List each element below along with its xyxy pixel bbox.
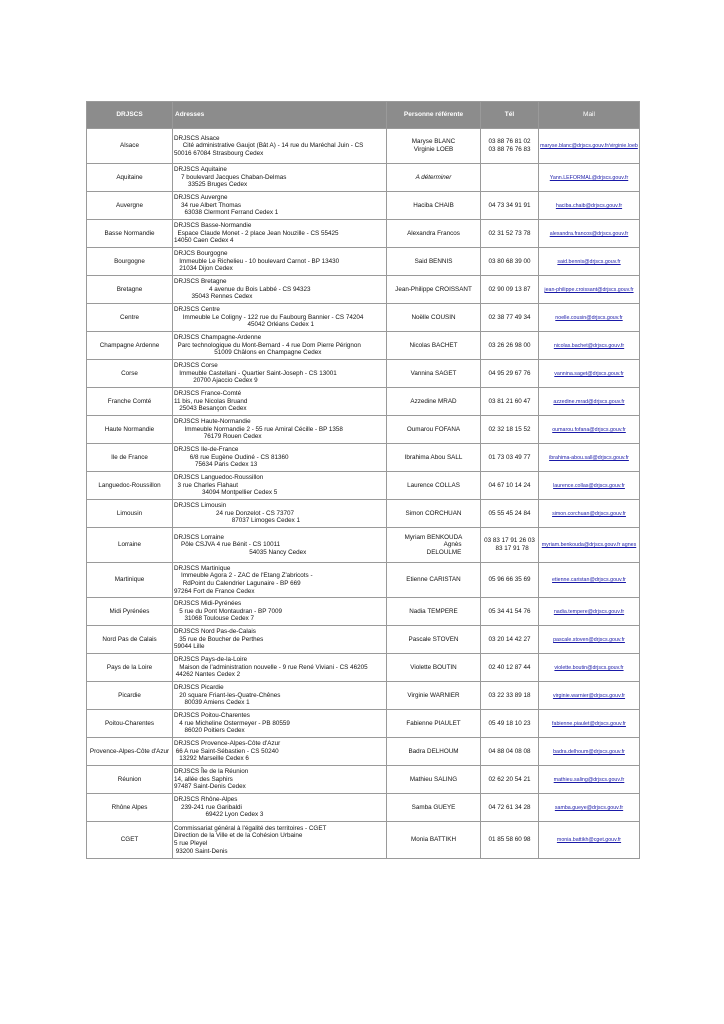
- address-cell: DRJSCS Midi-Pyrénées 5 rue du Pont Montaudran - BP 7009 31068 Toulouse Cedex 7: [173, 598, 387, 626]
- mail-link[interactable]: vannina.saget@drjscs.gouv.fr: [554, 370, 624, 377]
- mail-link[interactable]: mathieu.saling@drjscs.gouv.fr: [553, 776, 625, 783]
- person-cell: Nadia TEMPERE: [387, 598, 481, 626]
- address-cell: DRJSCS Limousin 24 rue Donzelot - CS 73707 87037 Limoges Cedex 1: [173, 500, 387, 528]
- table-row: [87, 500, 640, 528]
- tel-cell: [481, 164, 539, 192]
- mail-cell: [539, 654, 640, 682]
- region-cell: Limousin: [87, 500, 173, 528]
- mail-link[interactable]: ibrahima-abou.sall@drjscs.gouv.fr: [549, 454, 629, 461]
- address-cell: DRJSCS Auvergne 34 rue Albert Thomas 63038 Clermont Ferrand Cedex 1: [173, 192, 387, 220]
- mail-link[interactable]: nadia.tempere@drjscs.gouv.fr: [553, 608, 625, 615]
- person-cell: Myriam BENKOUDA Agnès DELOULME: [387, 528, 481, 563]
- person-cell: Pascale STOVEN: [387, 626, 481, 654]
- mail-cell: [539, 332, 640, 360]
- table-body: [87, 129, 640, 859]
- table-row: [87, 710, 640, 738]
- address-cell: DRJSCS France-Comté 11 bis, rue Nicolas Bruand 25043 Besançon Cedex: [173, 388, 387, 416]
- tel-cell: 05 49 18 10 23: [481, 710, 539, 738]
- address-cell: DRJSCS Poitou-Charentes 4 rue Micheline Ostermeyer - PB 80559 86020 Poitiers Cedex: [173, 710, 387, 738]
- mail-cell: [539, 766, 640, 794]
- address-cell: DRJSCS Martinique Immeuble Agora 2 - ZAC de l'Etang Z'abricots - RdPoint du Calendrier Lagunaire - BP 669 97264 Fort de France Cedex: [173, 563, 387, 598]
- mail-link[interactable]: etienne.caristan@drjscs.gouv.fr: [552, 577, 626, 584]
- person-cell: Vannina SAGET: [387, 360, 481, 388]
- mail-cell: [539, 710, 640, 738]
- person-cell: Oumarou FOFANA: [387, 416, 481, 444]
- mail-link[interactable]: noelle.cousin@drjscs.gouv.fr: [555, 314, 623, 321]
- person-cell: A déterminer: [387, 164, 481, 192]
- mail-cell: [539, 164, 640, 192]
- tel-cell: 03 88 76 81 02 03 88 76 76 83: [481, 129, 539, 164]
- address-cell: DRJSCS Alsace Cité administrative Gaujot (Bât A) - 14 rue du Maréchal Juin - CS 50016 67084 Strasbourg Cedex: [173, 129, 387, 164]
- header-person: Personne référente: [387, 102, 481, 129]
- person-cell: Violette BOUTIN: [387, 654, 481, 682]
- mail-link[interactable]: badra.delhoum@drjscs.gouv.fr: [553, 748, 625, 755]
- mail-cell: [539, 192, 640, 220]
- region-cell: Lorraine: [87, 528, 173, 563]
- table-row: [87, 220, 640, 248]
- mail-link[interactable]: violette.boutin@drjscs.gouv.fr: [554, 664, 624, 671]
- address-cell: DRJSCS Bretagne 4 avenue du Bois Labbé - CS 94323 35043 Rennes Cedex: [173, 276, 387, 304]
- tel-cell: 05 55 45 24 84: [481, 500, 539, 528]
- region-cell: Poitou-Charentes: [87, 710, 173, 738]
- table-row: [87, 822, 640, 859]
- tel-cell: 03 81 21 60 47: [481, 388, 539, 416]
- region-cell: Franche Comté: [87, 388, 173, 416]
- person-cell: Etienne CARISTAN: [387, 563, 481, 598]
- address-cell: DRJSCS Lorraine Pôle CSJVA 4 rue Bénit - CS 10011 54035 Nancy Cedex: [173, 528, 387, 563]
- mail-link[interactable]: said.bennis@drjscs.gouv.fr: [557, 258, 621, 265]
- tel-cell: 02 31 52 73 78: [481, 220, 539, 248]
- table-row: [87, 598, 640, 626]
- tel-cell: 02 40 12 87 44: [481, 654, 539, 682]
- mail-cell: [539, 738, 640, 766]
- region-cell: Aquitaine: [87, 164, 173, 192]
- mail-link[interactable]: alexandra.francos@drjscs.gouv.fr: [549, 230, 629, 237]
- tel-cell: 02 90 09 13 87: [481, 276, 539, 304]
- table-row: [87, 472, 640, 500]
- mail-cell: [539, 388, 640, 416]
- tel-cell: 02 32 18 15 52: [481, 416, 539, 444]
- region-cell: Réunion: [87, 766, 173, 794]
- mail-link[interactable]: laurence.collas@drjscs.gouv.fr: [553, 482, 625, 489]
- mail-cell: [539, 682, 640, 710]
- tel-cell: 03 22 33 89 18: [481, 682, 539, 710]
- table-row: [87, 388, 640, 416]
- person-cell: Azzedine MRAD: [387, 388, 481, 416]
- person-cell: Ibrahima Abou SALL: [387, 444, 481, 472]
- mail-link[interactable]: simon.corchuan@drjscs.gouv.fr: [552, 510, 626, 517]
- mail-cell: [539, 563, 640, 598]
- mail-link[interactable]: Yann.LEFORMAL@drjscs.gouv.fr: [549, 174, 629, 181]
- person-cell: Fabienne PIAULET: [387, 710, 481, 738]
- tel-cell: 03 26 26 98 00: [481, 332, 539, 360]
- mail-cell: [539, 822, 640, 859]
- mail-link[interactable]: jean-philippe.croissant@drjscs.gouv.fr: [544, 286, 634, 293]
- tel-cell: 02 62 20 54 21: [481, 766, 539, 794]
- person-cell: Jean-Philippe CROISSANT: [387, 276, 481, 304]
- header-address: Adresses: [173, 102, 387, 129]
- address-cell: Commissariat général à l'égalité des territoires - CGET Direction de la Ville et de la Cohésion Urbaine 5 rue Pleyel 93200 Saint-Denis: [173, 822, 387, 859]
- mail-link[interactable]: fabienne.piaulet@drjscs.gouv.fr: [552, 720, 626, 727]
- address-cell: DRJSCS Provence-Alpes-Côte d'Azur 66 A rue Saint-Sébastien - CS 50240 13292 Marseille Cedex 6: [173, 738, 387, 766]
- mail-link[interactable]: samba.gueye@drjscs.gouv.fr: [554, 804, 624, 811]
- tel-cell: 04 73 34 91 91: [481, 192, 539, 220]
- region-cell: Picardie: [87, 682, 173, 710]
- region-cell: Provence-Alpes-Côte d'Azur: [87, 738, 173, 766]
- table-row: [87, 129, 640, 164]
- table-row: [87, 360, 640, 388]
- address-cell: DRJSCS Rhône-Alpes 239-241 rue Garibaldi 69422 Lyon Cedex 3: [173, 794, 387, 822]
- tel-cell: 04 95 29 67 76: [481, 360, 539, 388]
- mail-link[interactable]: virginie.warnier@drjscs.gouv.fr: [552, 692, 626, 699]
- region-cell: Alsace: [87, 129, 173, 164]
- person-cell: Nicolas BACHET: [387, 332, 481, 360]
- table-row: [87, 332, 640, 360]
- person-cell: Said BENNIS: [387, 248, 481, 276]
- table-row: [87, 304, 640, 332]
- region-cell: Languedoc-Roussillon: [87, 472, 173, 500]
- address-cell: DRJSCS Picardie 20 square Friant-les-Quatre-Chênes 80039 Amiens Cedex 1: [173, 682, 387, 710]
- region-cell: Centre: [87, 304, 173, 332]
- drjscs-directory-table: [86, 101, 640, 859]
- address-cell: DRJSCS Île de la Réunion 14, allée des Saphirs 97487 Saint-Denis Cedex: [173, 766, 387, 794]
- table-row: [87, 682, 640, 710]
- person-cell: Badra DELHOUM: [387, 738, 481, 766]
- address-cell: DRJSCS Centre Immeuble Le Coligny - 122 rue du Faubourg Bannier - CS 74204 45042 Orléans Cedex 1: [173, 304, 387, 332]
- table-row: [87, 563, 640, 598]
- region-cell: Martinique: [87, 563, 173, 598]
- table-row: [87, 626, 640, 654]
- table-row: [87, 192, 640, 220]
- region-cell: Pays de la Loire: [87, 654, 173, 682]
- tel-cell: 05 34 41 54 76: [481, 598, 539, 626]
- table-row: [87, 444, 640, 472]
- table-row: [87, 164, 640, 192]
- mail-cell: [539, 416, 640, 444]
- mail-link[interactable]: nicolas.bachet@drjscs.gouv.fr: [553, 342, 625, 349]
- person-cell: Laurence COLLAS: [387, 472, 481, 500]
- person-cell: Monia BATTIKH: [387, 822, 481, 859]
- header-mail: Mail: [539, 102, 640, 129]
- mail-link[interactable]: oumarou.fofana@drjscs.gouv.fr: [552, 426, 626, 433]
- mail-cell: [539, 360, 640, 388]
- region-cell: Champagne Ardenne: [87, 332, 173, 360]
- region-cell: Bourgogne: [87, 248, 173, 276]
- person-cell: Alexandra Francos: [387, 220, 481, 248]
- region-cell: Bretagne: [87, 276, 173, 304]
- region-cell: Basse Normandie: [87, 220, 173, 248]
- tel-cell: 04 88 04 08 08: [481, 738, 539, 766]
- table-row: [87, 248, 640, 276]
- person-cell: Maryse BLANC Virginie LOEB: [387, 129, 481, 164]
- table-row: [87, 654, 640, 682]
- address-cell: DRJSCS Ile-de-France 6/8 rue Eugène Oudiné - CS 81360 75634 Paris Cedex 13: [173, 444, 387, 472]
- table-row: [87, 738, 640, 766]
- mail-cell: [539, 129, 640, 164]
- region-cell: Auvergne: [87, 192, 173, 220]
- mail-cell: [539, 472, 640, 500]
- mail-cell: [539, 248, 640, 276]
- person-cell: Mathieu SALING: [387, 766, 481, 794]
- mail-cell: [539, 444, 640, 472]
- tel-cell: 02 38 77 49 34: [481, 304, 539, 332]
- tel-cell: 04 67 10 14 24: [481, 472, 539, 500]
- table-header: [87, 102, 640, 129]
- region-cell: Ile de France: [87, 444, 173, 472]
- mail-cell: [539, 500, 640, 528]
- table-row: [87, 416, 640, 444]
- region-cell: Rhône Alpes: [87, 794, 173, 822]
- mail-cell: [539, 626, 640, 654]
- mail-cell: [539, 304, 640, 332]
- mail-link[interactable]: pascale.stoven@drjscs.gouv.fr: [553, 636, 625, 643]
- address-cell: DRJCS Bourgogne Immeuble Le Richelieu - 10 boulevard Carnot - BP 13430 21034 Dijon Cedex: [173, 248, 387, 276]
- region-cell: Nord Pas de Calais: [87, 626, 173, 654]
- tel-cell: 03 80 68 39 00: [481, 248, 539, 276]
- address-cell: DRJSCS Pays-de-la-Loire Maison de l'administration nouvelle - 9 rue René Viviani - CS 46205 44262 Nantes Cedex 2: [173, 654, 387, 682]
- tel-cell: 04 72 61 34 28: [481, 794, 539, 822]
- address-cell: DRJSCS Basse-Normandie Espace Claude Monet - 2 place Jean Nouzille - CS 55425 14050 Caen Cedex 4: [173, 220, 387, 248]
- address-cell: DRJSCS Languedoc-Roussillon 3 rue Charles Flahaut 34094 Montpellier Cedex 5: [173, 472, 387, 500]
- mail-link[interactable]: myriam.benkouda@drjscs.gouv.fr agnes: [541, 542, 637, 549]
- mail-cell: [539, 276, 640, 304]
- mail-cell: [539, 220, 640, 248]
- header-tel: Tél: [481, 102, 539, 129]
- address-cell: DRJSCS Champagne-Ardenne Parc technologique du Mont-Bernard - 4 rue Dom Pierre Pérignon 51009 Châlons en Champagne Cedex: [173, 332, 387, 360]
- address-cell: DRJSCS Haute-Normandie Immeuble Normandie 2 - 55 rue Amiral Cécille - BP 1358 76179 Rouen Cedex: [173, 416, 387, 444]
- mail-link[interactable]: haciba.chaib@drjscs.gouv.fr: [555, 202, 623, 209]
- tel-cell: 03 20 14 42 27: [481, 626, 539, 654]
- header-region: DRJSCS: [87, 102, 173, 129]
- mail-cell: [539, 598, 640, 626]
- person-cell: Haciba CHAIB: [387, 192, 481, 220]
- table-row: [87, 276, 640, 304]
- tel-cell: 05 96 66 35 69: [481, 563, 539, 598]
- mail-cell: [539, 528, 640, 563]
- person-cell: Simon CORCHUAN: [387, 500, 481, 528]
- region-cell: Midi Pyrénées: [87, 598, 173, 626]
- region-cell: Corse: [87, 360, 173, 388]
- region-cell: Haute Normandie: [87, 416, 173, 444]
- mail-link[interactable]: monia.battikh@cget.gouv.fr: [556, 837, 622, 844]
- header-row: [87, 102, 640, 129]
- table-row: [87, 528, 640, 563]
- tel-cell: 01 73 03 49 77: [481, 444, 539, 472]
- mail-link[interactable]: maryse.blanc@drjscs.gouv.fr/virginie.loeb: [540, 143, 638, 150]
- mail-cell: [539, 794, 640, 822]
- person-cell: Noëlle COUSIN: [387, 304, 481, 332]
- region-cell: CGET: [87, 822, 173, 859]
- address-cell: DRJSCS Nord Pas-de-Calais 35 rue de Boucher de Perthes 59044 Lille: [173, 626, 387, 654]
- tel-cell: 01 85 58 60 98: [481, 822, 539, 859]
- person-cell: Samba GUEYE: [387, 794, 481, 822]
- address-cell: DRJSCS Aquitaine 7 boulevard Jacques Chaban-Delmas 33525 Bruges Cedex: [173, 164, 387, 192]
- address-cell: DRJSCS Corse Immeuble Castellani - Quartier Saint-Joseph - CS 13001 20700 Ajaccio Cedex 9: [173, 360, 387, 388]
- person-cell: Virginie WARNIER: [387, 682, 481, 710]
- mail-link[interactable]: azzedine.mrad@drjscs.gouv.fr: [553, 398, 625, 405]
- tel-cell: 03 83 17 91 26 03 83 17 91 78: [481, 528, 539, 563]
- table-row: [87, 766, 640, 794]
- table-row: [87, 794, 640, 822]
